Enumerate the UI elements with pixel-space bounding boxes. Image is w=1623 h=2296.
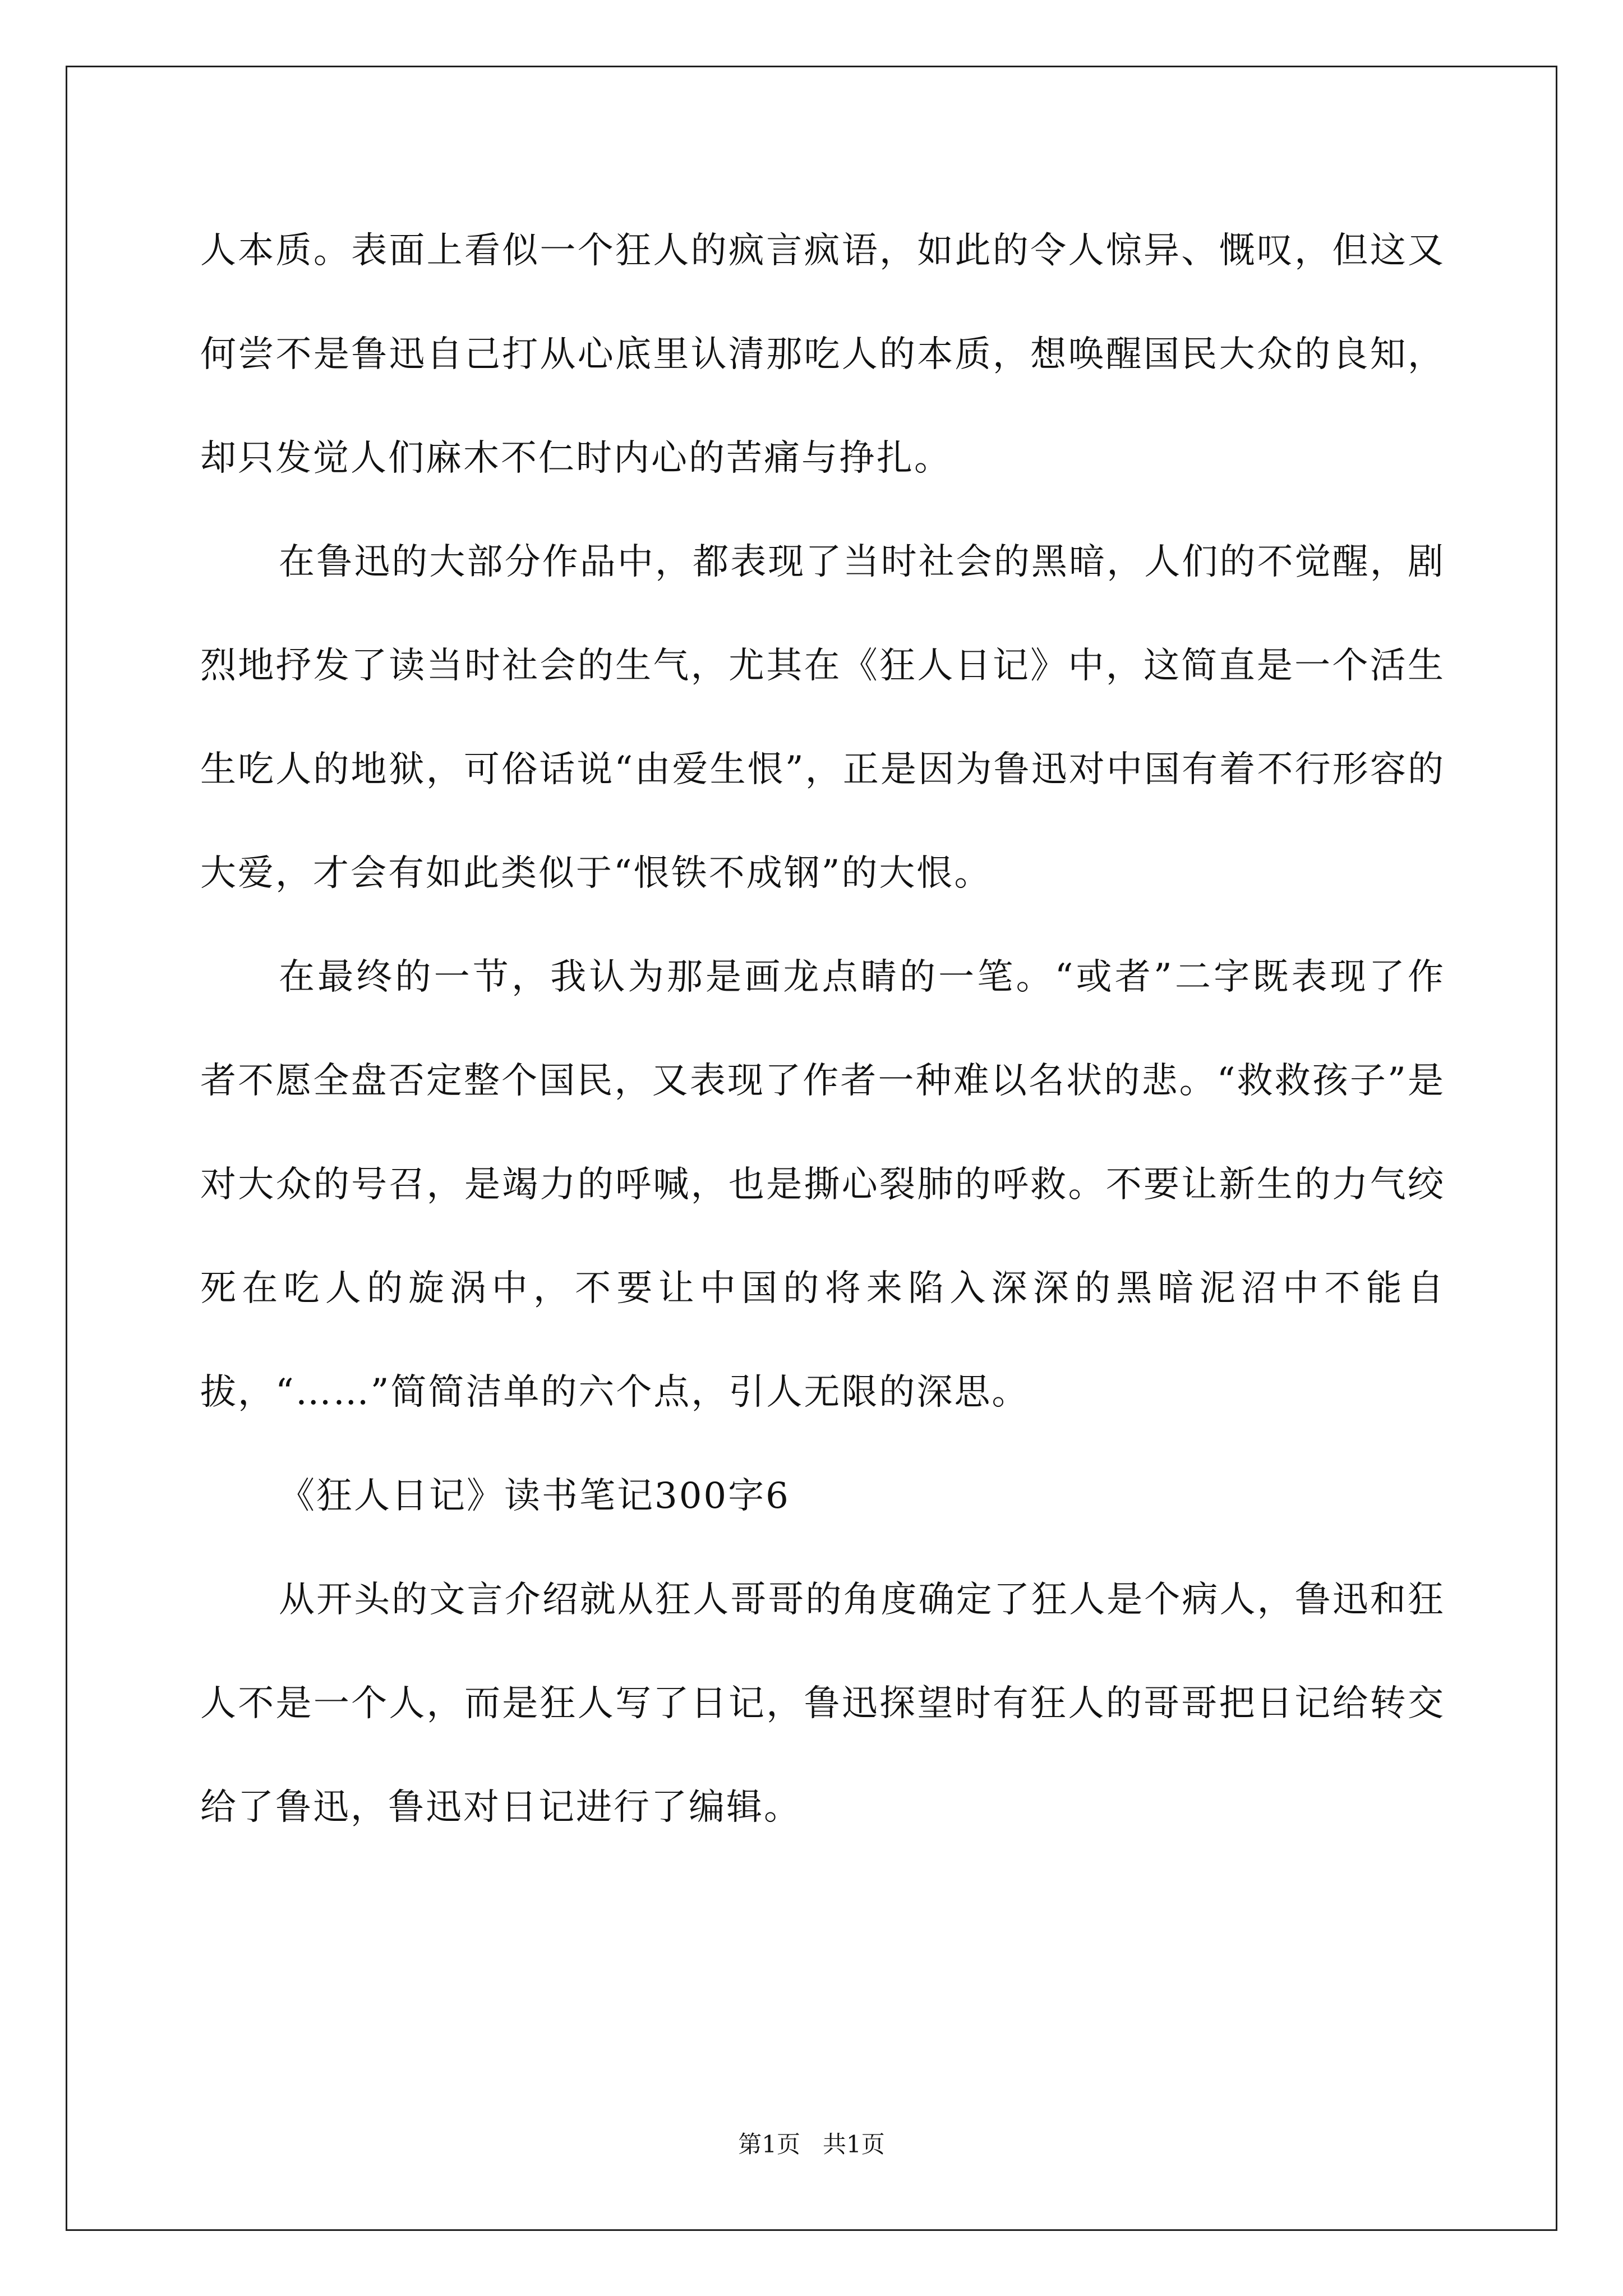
page-number: 第1页 bbox=[738, 2131, 800, 2158]
page-total: 共1页 bbox=[823, 2131, 885, 2158]
paragraph-5: 从开头的文言介绍就从狂人哥哥的角度确定了狂人是个病人，鲁迅和狂人不是一个人，而是狂人写了日记，鲁迅探望时有狂人的哥哥把日记给转交给了鲁迅，鲁迅对日记进行了编辑。 bbox=[200, 1579, 1445, 1828]
section-heading: 《狂人日记》读书笔记300字6 bbox=[279, 1475, 790, 1517]
document-body bbox=[200, 199, 1445, 1860]
paragraph-2: 在鲁迅的大部分作品中，都表现了当时社会的黑暗，人们的不觉醒，剧烈地抒发了读当时社会的生气，尤其在《狂人日记》中，这简直是一个活生生吃人的地狱，可俗话说“由爱生恨”，正是因为鲁迅对中国有着不行形容的大爱，才会有如此类似于“恨铁不成钢”的大恨。 bbox=[200, 541, 1445, 894]
page-footer bbox=[0, 2126, 1623, 2160]
paragraph-1: 人本质。表面上看似一个狂人的疯言疯语，如此的令人惊异、慨叹，但这又何尝不是鲁迅自己打从心底里认清那吃人的本质，想唤醒国民大众的良知，却只发觉人们麻木不仁时内心的苦痛与挣扎。 bbox=[200, 230, 1445, 479]
paragraph-3: 在最终的一节，我认为那是画龙点睛的一笔。“或者”二字既表现了作者不愿全盘否定整个国民，又表现了作者一种难以名状的悲。“救救孩子”是对大众的号召，是竭力的呼喊，也是撕心裂肺的呼救。不要让新生的力气绞死在吃人的旋涡中，不要让中国的将来陷入深深的黑暗泥沼中不能自拔，“……”简简洁单的六个点，引人无限的深思。 bbox=[200, 956, 1445, 1413]
